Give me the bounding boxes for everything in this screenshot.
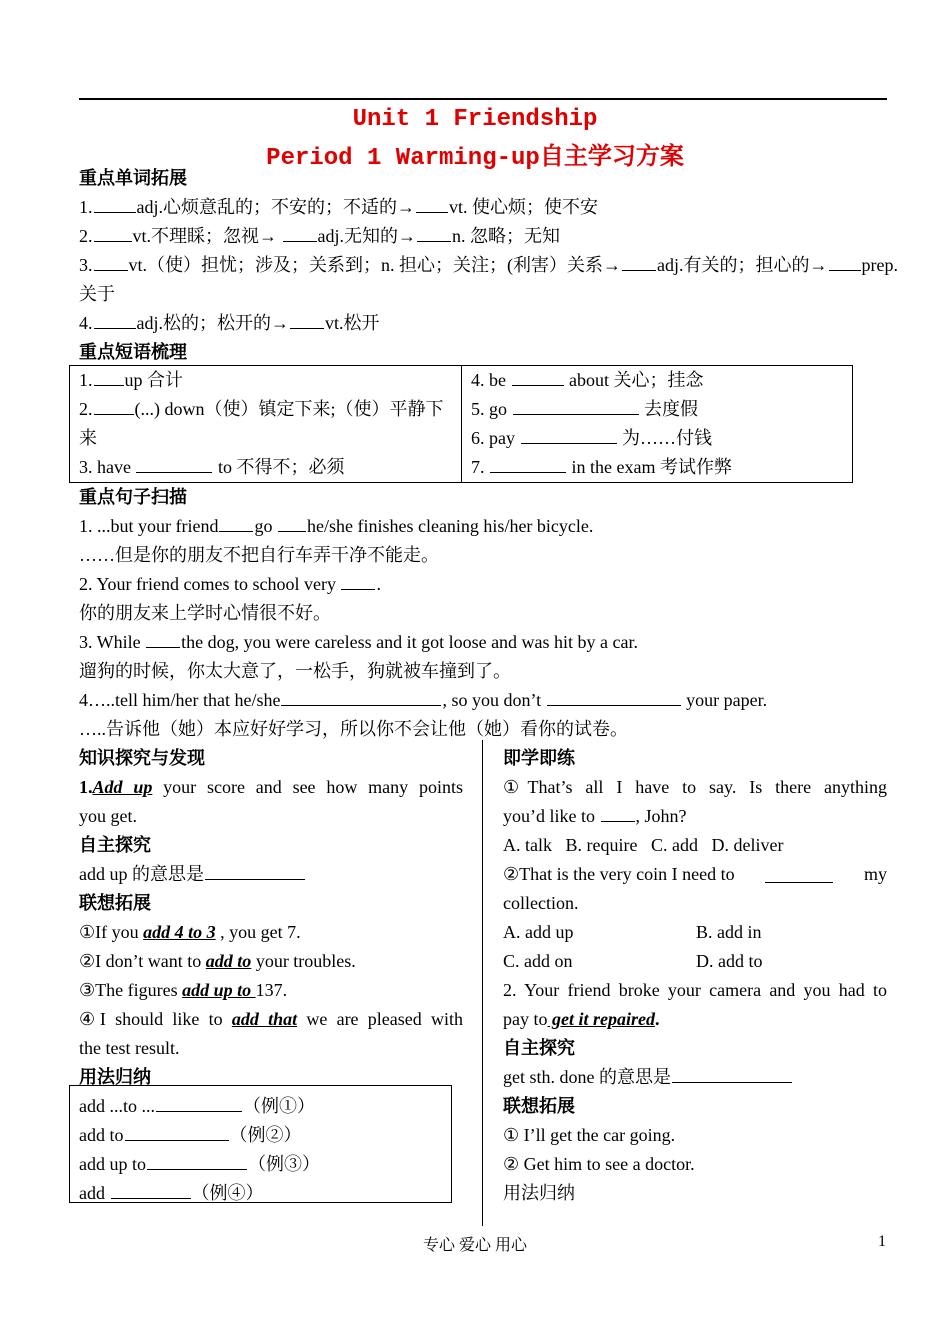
usage-box [69, 1085, 452, 1203]
right-association-heading: 联想拓展 [503, 1096, 575, 1116]
column-divider [482, 740, 483, 1226]
sentence-2: 2. Your friend comes to school very . [79, 574, 381, 594]
word-item-3-cont: 关于 [79, 284, 115, 304]
example-2-cont: pay to get it repaired. [503, 1009, 660, 1029]
get-done-meaning: get sth. done 的意思是 [503, 1063, 887, 1092]
title-line-1: Unit 1 Friendship [352, 106, 598, 133]
question-1-cont: you’d like to , John? [503, 806, 687, 826]
practice-heading: 即学即练 [503, 748, 575, 768]
usage-heading: 用法归纳 [79, 1067, 151, 1087]
sentences-heading: 重点句子扫描 [79, 487, 187, 507]
sentence-4: 4…..tell him/her that he/she , so you don’t your paper. [79, 690, 768, 710]
question-2-options-ab: A. add up B. add in [503, 922, 762, 942]
right-assoc-1: ① I’ll get the car going. [503, 1125, 676, 1145]
association-heading: 联想拓展 [79, 893, 151, 913]
title-line-2: Period 1 Warming-up自主学习方案 [266, 145, 684, 172]
example-1: 1.Add up your score and see how many points [79, 777, 463, 797]
page-number: 1 [878, 1233, 886, 1250]
assoc-example-4-cont: the test result. [79, 1038, 180, 1058]
usage-3: add up to （例③） [79, 1154, 320, 1174]
sentence-1: 1. ...but your friend go he/she finishes cleaning his/her bicycle. [79, 516, 594, 536]
phrases-heading: 重点短语梳理 [79, 342, 187, 362]
sentence-2-cn: 你的朋友来上学时心情很不好。 [79, 603, 331, 623]
assoc-example-3: ③The figures add up to 137. [79, 980, 288, 1000]
right-column [503, 744, 887, 1208]
example-2: 2. Your friend broke your camera and you had to [503, 980, 887, 1000]
usage-1: add ...to ... （例①） [79, 1096, 315, 1116]
question-1: ①That’s all I have to say. Is there anything [503, 777, 887, 797]
header-rule [79, 98, 887, 100]
phrases-right-cell: 4. be about 关心；挂念 5. go 去度假 6. pay 为……付钱 7. in the exam 考试作弊 [462, 366, 853, 483]
right-explore-heading: 自主探究 [503, 1038, 575, 1058]
question-2-cont: collection. [503, 893, 579, 913]
add-up-meaning: add up 的意思是 [79, 860, 463, 889]
word-item-3: 3. vt.（使）担忧；涉及；关系到；n. 担心；关注；(利害）关系→ adj.有关的；担心的→ prep. [79, 255, 898, 275]
sentence-3-cn: 遛狗的时候，你太大意了，一松手，狗就被车撞到了。 [79, 661, 511, 681]
explore-heading: 自主探究 [79, 835, 151, 855]
sentence-3: 3. While the dog, you were careless and it got loose and was hit by a car. [79, 632, 639, 652]
sentence-4-cn: …..告诉他（她）本应好好学习，所以你不会让他（她）看你的试卷。 [79, 719, 628, 739]
right-assoc-2: ② Get him to see a doctor. [503, 1154, 695, 1174]
phrases-table [69, 365, 853, 483]
word-item-1: 1. adj.心烦意乱的；不安的；不适的→ vt. 使心烦；使不安 [79, 197, 599, 217]
footer-text: 专心 爱心 用心 [422, 1237, 527, 1254]
word-item-2: 2. vt.不理睬；忽视→ adj.无知的→ n. 忽略；无知 [79, 226, 561, 246]
assoc-example-1: ①If you add 4 to 3 , you get 7. [79, 922, 301, 942]
sentence-1-cn: ……但是你的朋友不把自行车弄干净不能走。 [79, 545, 439, 565]
question-2-options-cd: C. add on D. add to [503, 951, 763, 971]
question-1-options: A. talk B. require C. add D. deliver [503, 835, 784, 855]
word-item-4: 4. adj.松的；松开的→ vt.松开 [79, 313, 380, 333]
usage-4: add （例④） [79, 1183, 264, 1203]
right-usage-heading: 用法归纳 [503, 1183, 575, 1203]
phrases-left-cell: 1. up 合计 2. (...) down（使）镇定下来;（使）平静下 来 3. have to 不得不；必须 [70, 366, 462, 483]
question-2: ②That is the very coin I need to my [503, 864, 887, 884]
assoc-example-2: ②I don’t want to add to your troubles. [79, 951, 356, 971]
assoc-example-4: ④I should like to add that we are pleased with [79, 1009, 464, 1029]
example-1-cont: you get. [79, 806, 137, 826]
words-heading: 重点单词拓展 [79, 168, 187, 188]
usage-2: add to （例②） [79, 1125, 302, 1145]
knowledge-heading: 知识探究与发现 [79, 748, 205, 768]
